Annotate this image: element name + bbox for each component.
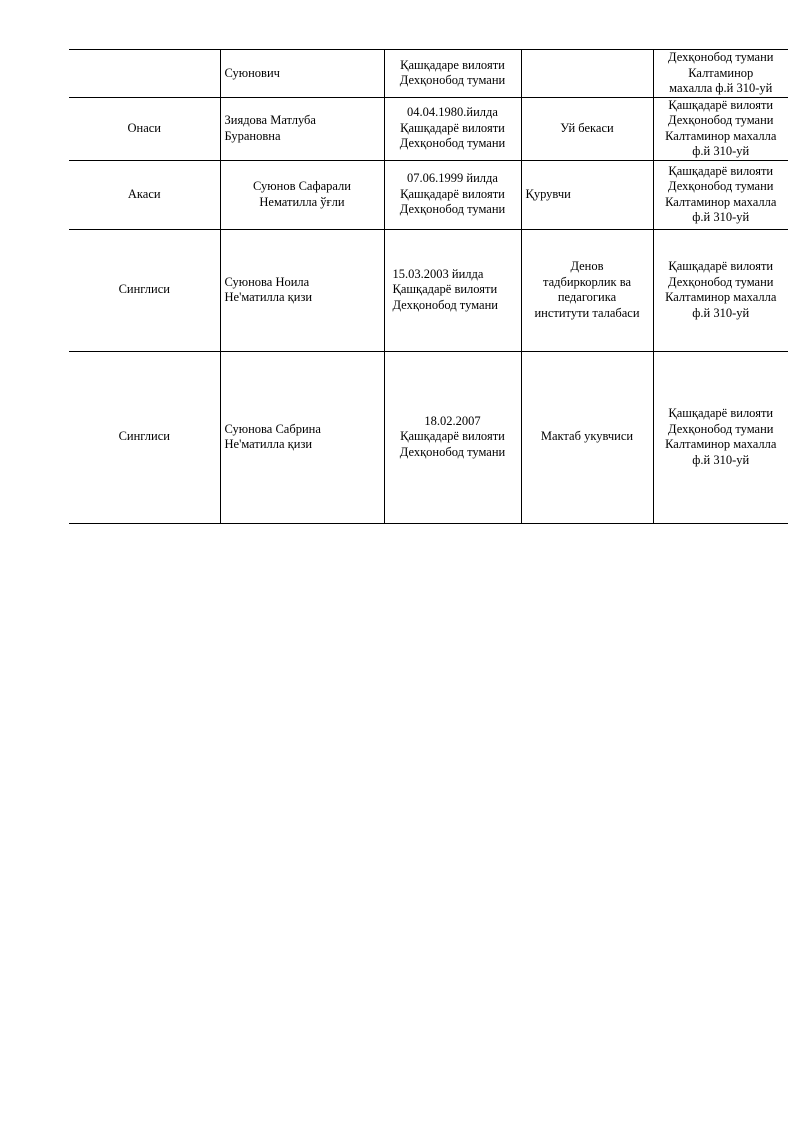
occupation-line: тадбиркорлик ва <box>542 274 631 289</box>
name-cell <box>220 160 384 229</box>
table-row <box>69 229 788 351</box>
address-cell <box>653 229 788 351</box>
birth-line: 07.06.1999 йилда <box>407 171 498 186</box>
address-line: ф.й 310-уй <box>692 210 750 224</box>
name-line: Бурановна <box>224 128 281 143</box>
birth-cell <box>384 97 521 160</box>
relation-text: Акаси <box>127 186 161 201</box>
address-line: Қашқадарё вилояти <box>668 163 774 178</box>
name-line: Не'матилла қизи <box>224 290 313 304</box>
relation-cell <box>69 97 220 160</box>
birth-cell <box>384 229 521 351</box>
birth-cell <box>384 351 521 523</box>
address-line: Қашқадарё вилояти <box>668 406 774 420</box>
occupation-line: Мактаб укувчиси <box>540 429 634 444</box>
birth-cell <box>384 50 521 98</box>
address-line: Қашқадарё вилояти <box>668 259 774 273</box>
address-line: Дехқонобод тумани <box>668 421 774 436</box>
birth-line: 04.04.1980.йилда <box>407 105 498 120</box>
table-row <box>69 351 788 523</box>
birth-line: 18.02.2007 <box>424 413 481 428</box>
occupation-line: институти талабаси <box>534 305 640 320</box>
birth-line: Қашқадарё вилояти <box>392 282 498 297</box>
address-cell <box>653 351 788 523</box>
address-line: Қашқадарё вилояти <box>668 97 774 112</box>
birth-line: Дехқонобод тумани <box>399 444 506 459</box>
birth-line: Дехқонобод тумани <box>399 73 506 88</box>
address-line: ф.й 310-уй <box>692 452 750 467</box>
address-cell <box>653 50 788 98</box>
name-cell <box>220 50 384 98</box>
address-line: ф.й 310-уй <box>692 144 750 158</box>
name-line: Нематилла ўғли <box>259 194 345 209</box>
relation-text: Синглиси <box>118 282 170 297</box>
address-cell <box>653 97 788 160</box>
birth-line: Қашқадаре вилояти <box>400 57 505 72</box>
occupation-cell <box>521 229 653 351</box>
occupation-cell <box>521 351 653 523</box>
relation-cell <box>69 50 220 98</box>
relation-cell <box>69 160 220 229</box>
name-line: Суюнова Сабрина <box>224 421 321 436</box>
birth-line: Дехқонобод тумани <box>399 202 506 217</box>
table-row <box>69 50 788 98</box>
birth-line: Дехқонобод тумани <box>392 297 498 312</box>
address-line: Дехқонобод тумани <box>668 50 774 64</box>
occupation-cell <box>521 50 653 98</box>
relation-text: Синглиси <box>118 429 170 444</box>
relation-cell <box>69 229 220 351</box>
table-row <box>69 160 788 229</box>
name-line: Зиядова Матлуба <box>224 113 316 127</box>
birth-line: Қашқадарё вилояти <box>400 186 505 201</box>
name-line: Суюнов Сафарали <box>253 179 351 193</box>
address-line: Калтаминор махалла <box>665 128 777 143</box>
address-line: Дехқонобод тумани <box>668 179 774 193</box>
relation-cell <box>69 351 220 523</box>
table-row <box>69 97 788 160</box>
occupation-cell <box>521 160 653 229</box>
occupation-cell <box>521 97 653 160</box>
birth-cell <box>384 160 521 229</box>
address-line: махалла ф.й 310-уй <box>669 81 773 95</box>
family-members-table <box>69 49 788 524</box>
occupation-line: Қурувчи <box>525 186 571 201</box>
name-cell <box>220 351 384 523</box>
address-cell <box>653 160 788 229</box>
birth-line: Дехқонобод тумани <box>399 136 506 151</box>
address-line: Дехқонобод тумани <box>668 113 774 127</box>
relation-text: Онаси <box>127 120 161 135</box>
address-line: Калтаминор <box>688 65 754 80</box>
birth-line: Қашқадарё вилояти <box>400 429 505 444</box>
address-line: Калтаминор махалла <box>665 194 777 209</box>
name-line: Суюнович <box>224 65 280 80</box>
occupation-line: педагогика <box>557 290 617 304</box>
address-line: ф.й 310-уй <box>692 305 750 320</box>
name-line: Суюнова Ноила <box>224 274 310 289</box>
name-cell <box>220 97 384 160</box>
address-line: Дехқонобод тумани <box>668 274 774 289</box>
address-line: Калтаминор махалла <box>665 290 777 304</box>
birth-line: 15.03.2003 йилда <box>392 266 484 281</box>
name-line: Не'матилла қизи <box>224 437 313 451</box>
address-line: Калтаминор махалла <box>665 437 777 451</box>
occupation-line: Денов <box>570 259 604 273</box>
name-cell <box>220 229 384 351</box>
occupation-line: Уй бекаси <box>560 120 614 135</box>
birth-line: Қашқадарё вилояти <box>400 120 505 135</box>
